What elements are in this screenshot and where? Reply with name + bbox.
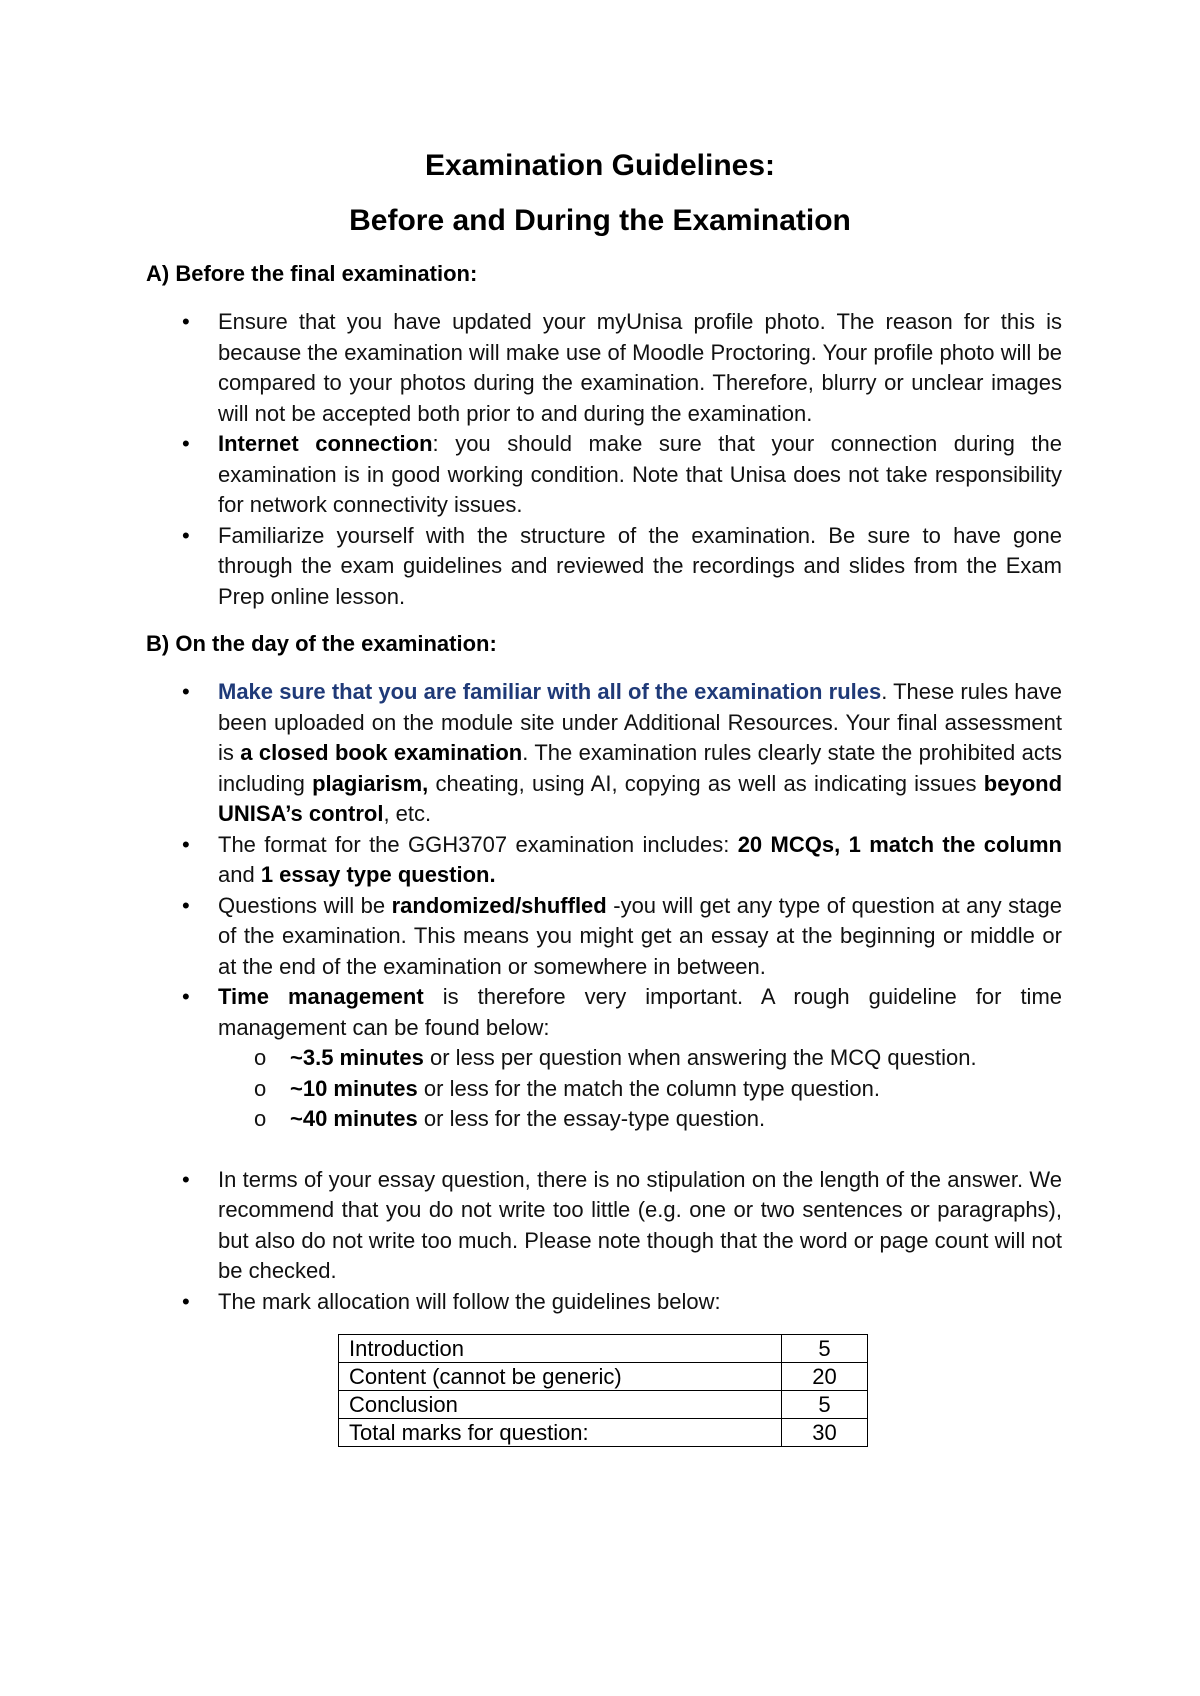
format-emphasis-2: 1 essay type question. <box>260 862 496 887</box>
time-management-emphasis: Time management <box>218 984 424 1009</box>
time-guideline-item <box>254 1104 1062 1135</box>
essay-length-text: In terms of your essay question, there is no stipulation on the length of the answer. We recommend that you do not write too little (e.g. one or two sentences or paragraphs), but also do not write too much. Please note though that the word or page count will not be checked. <box>218 1166 1062 1283</box>
section-b-list <box>0 677 1200 1317</box>
time-guideline-item <box>254 1074 1062 1105</box>
closed-book-emphasis: a closed book examination <box>240 740 523 765</box>
list-item <box>0 429 1200 521</box>
sub-bullet-icon: o <box>254 1045 267 1070</box>
rules-body-3: cheating, using AI, copying as well as indicating issues <box>428 770 984 796</box>
exam-rules-link[interactable]: Make sure that you are familiar with all of the examination rules <box>218 679 882 704</box>
internet-connection-label: Internet connection <box>218 431 433 456</box>
randomized-text <box>218 891 1062 983</box>
sub-bullet-icon: o <box>254 1106 267 1131</box>
table-cell-marks: 5 <box>782 1335 868 1363</box>
essay-time-text: or less for the essay-type question. <box>417 1106 766 1131</box>
list-item <box>0 1287 1200 1318</box>
bullet-icon: • <box>182 522 190 548</box>
time-management-text <box>218 982 1062 1135</box>
plagiarism-emphasis: plagiarism, <box>312 770 429 796</box>
match-column-time-text: or less for the match the column type question. <box>417 1075 881 1101</box>
rules-body-4: , etc. <box>383 801 432 826</box>
time-body: is therefore very important. A rough guideline for time management can be found below: <box>218 984 1062 1040</box>
list-item <box>0 982 1200 1165</box>
mark-allocation-text: The mark allocation will follow the guidelines below: <box>218 1288 721 1314</box>
match-column-time: ~10 minutes <box>290 1075 418 1101</box>
internet-connection-body: : you should make sure that your connection during the examination is in good working condition. Note that Unisa does not take responsibility for network connectivity issues. <box>218 431 1062 517</box>
random-body-1: Questions will be <box>218 892 392 918</box>
list-item <box>0 677 1200 830</box>
bullet-icon: • <box>182 309 190 334</box>
format-emphasis-1: 20 MCQs, 1 match the column <box>737 831 1062 857</box>
format-body-1: The format for the GGH3707 examination includes: <box>218 831 738 857</box>
list-item <box>0 1165 1200 1287</box>
mcq-time-text: or less per question when answering the MCQ question. <box>423 1045 977 1070</box>
table-row <box>339 1391 868 1419</box>
bullet-icon: • <box>182 892 190 918</box>
internet-connection-text <box>218 429 1062 521</box>
bullet-icon: • <box>182 984 190 1009</box>
section-a-list <box>0 307 1200 612</box>
table-cell-label: Total marks for question: <box>339 1419 782 1447</box>
mark-allocation-table <box>338 1334 868 1447</box>
sub-bullet-icon: o <box>254 1075 267 1101</box>
table-cell-label: Introduction <box>339 1335 782 1363</box>
bullet-icon: • <box>182 679 190 704</box>
bullet-icon: • <box>182 1288 190 1314</box>
mcq-time: ~3.5 minutes <box>290 1045 424 1070</box>
table-cell-label: Content (cannot be generic) <box>339 1363 782 1391</box>
spacer <box>0 1135 1200 1165</box>
bullet-icon: • <box>182 431 190 456</box>
section-a-heading: A) Before the final examination: <box>146 261 478 286</box>
random-body-2: -you will get any type of question at any stage of the examination. This means you might get an essay at the beginning or middle or at the end of the examination or somewhere in between. <box>218 892 1062 979</box>
unisa-control-emphasis: beyond UNISA’s control <box>218 770 1063 826</box>
table-row <box>339 1419 868 1447</box>
randomized-emphasis: randomized/shuffled <box>391 892 607 918</box>
exam-rules-text <box>218 677 1062 830</box>
table-row <box>339 1335 868 1363</box>
list-item <box>0 307 1200 429</box>
time-guideline-list <box>254 1043 1062 1135</box>
section-b-heading: B) On the day of the examination: <box>146 631 497 656</box>
list-item <box>0 830 1200 891</box>
list-item <box>0 891 1200 983</box>
table-row <box>339 1363 868 1391</box>
rules-body-2: . The examination rules clearly state the prohibited acts including <box>218 740 1063 796</box>
table-cell-label: Conclusion <box>339 1391 782 1419</box>
time-guideline-item <box>254 1043 1062 1074</box>
exam-structure-text: Familiarize yourself with the structure of the examination. Be sure to have gone through the exam guidelines and reviewed the recordings and slides from the Exam Prep online lesson. <box>218 522 1062 609</box>
bullet-icon: • <box>182 831 190 857</box>
list-item <box>0 521 1200 613</box>
table-cell-marks: 20 <box>782 1363 868 1391</box>
rules-body-1: . These rules have been uploaded on the module site under Additional Resources. Your final assessment is <box>218 679 1062 765</box>
exam-format-text <box>218 830 1062 891</box>
essay-time: ~40 minutes <box>290 1106 418 1131</box>
bullet-icon: • <box>182 1166 190 1192</box>
document-subtitle: Before and During the Examination <box>349 204 851 237</box>
table-cell-marks: 5 <box>782 1391 868 1419</box>
document-title: Examination Guidelines: <box>424 149 776 182</box>
profile-photo-text: Ensure that you have updated your myUnisa profile photo. The reason for this is because the examination will make use of Moodle Proctoring. Your profile photo will be compared to your photos during the examination. Therefore, blurry or unclear images will not be accepted both prior to and during the examination. <box>218 309 1062 426</box>
table-cell-marks: 30 <box>782 1419 868 1447</box>
format-body-2: and <box>218 862 261 887</box>
